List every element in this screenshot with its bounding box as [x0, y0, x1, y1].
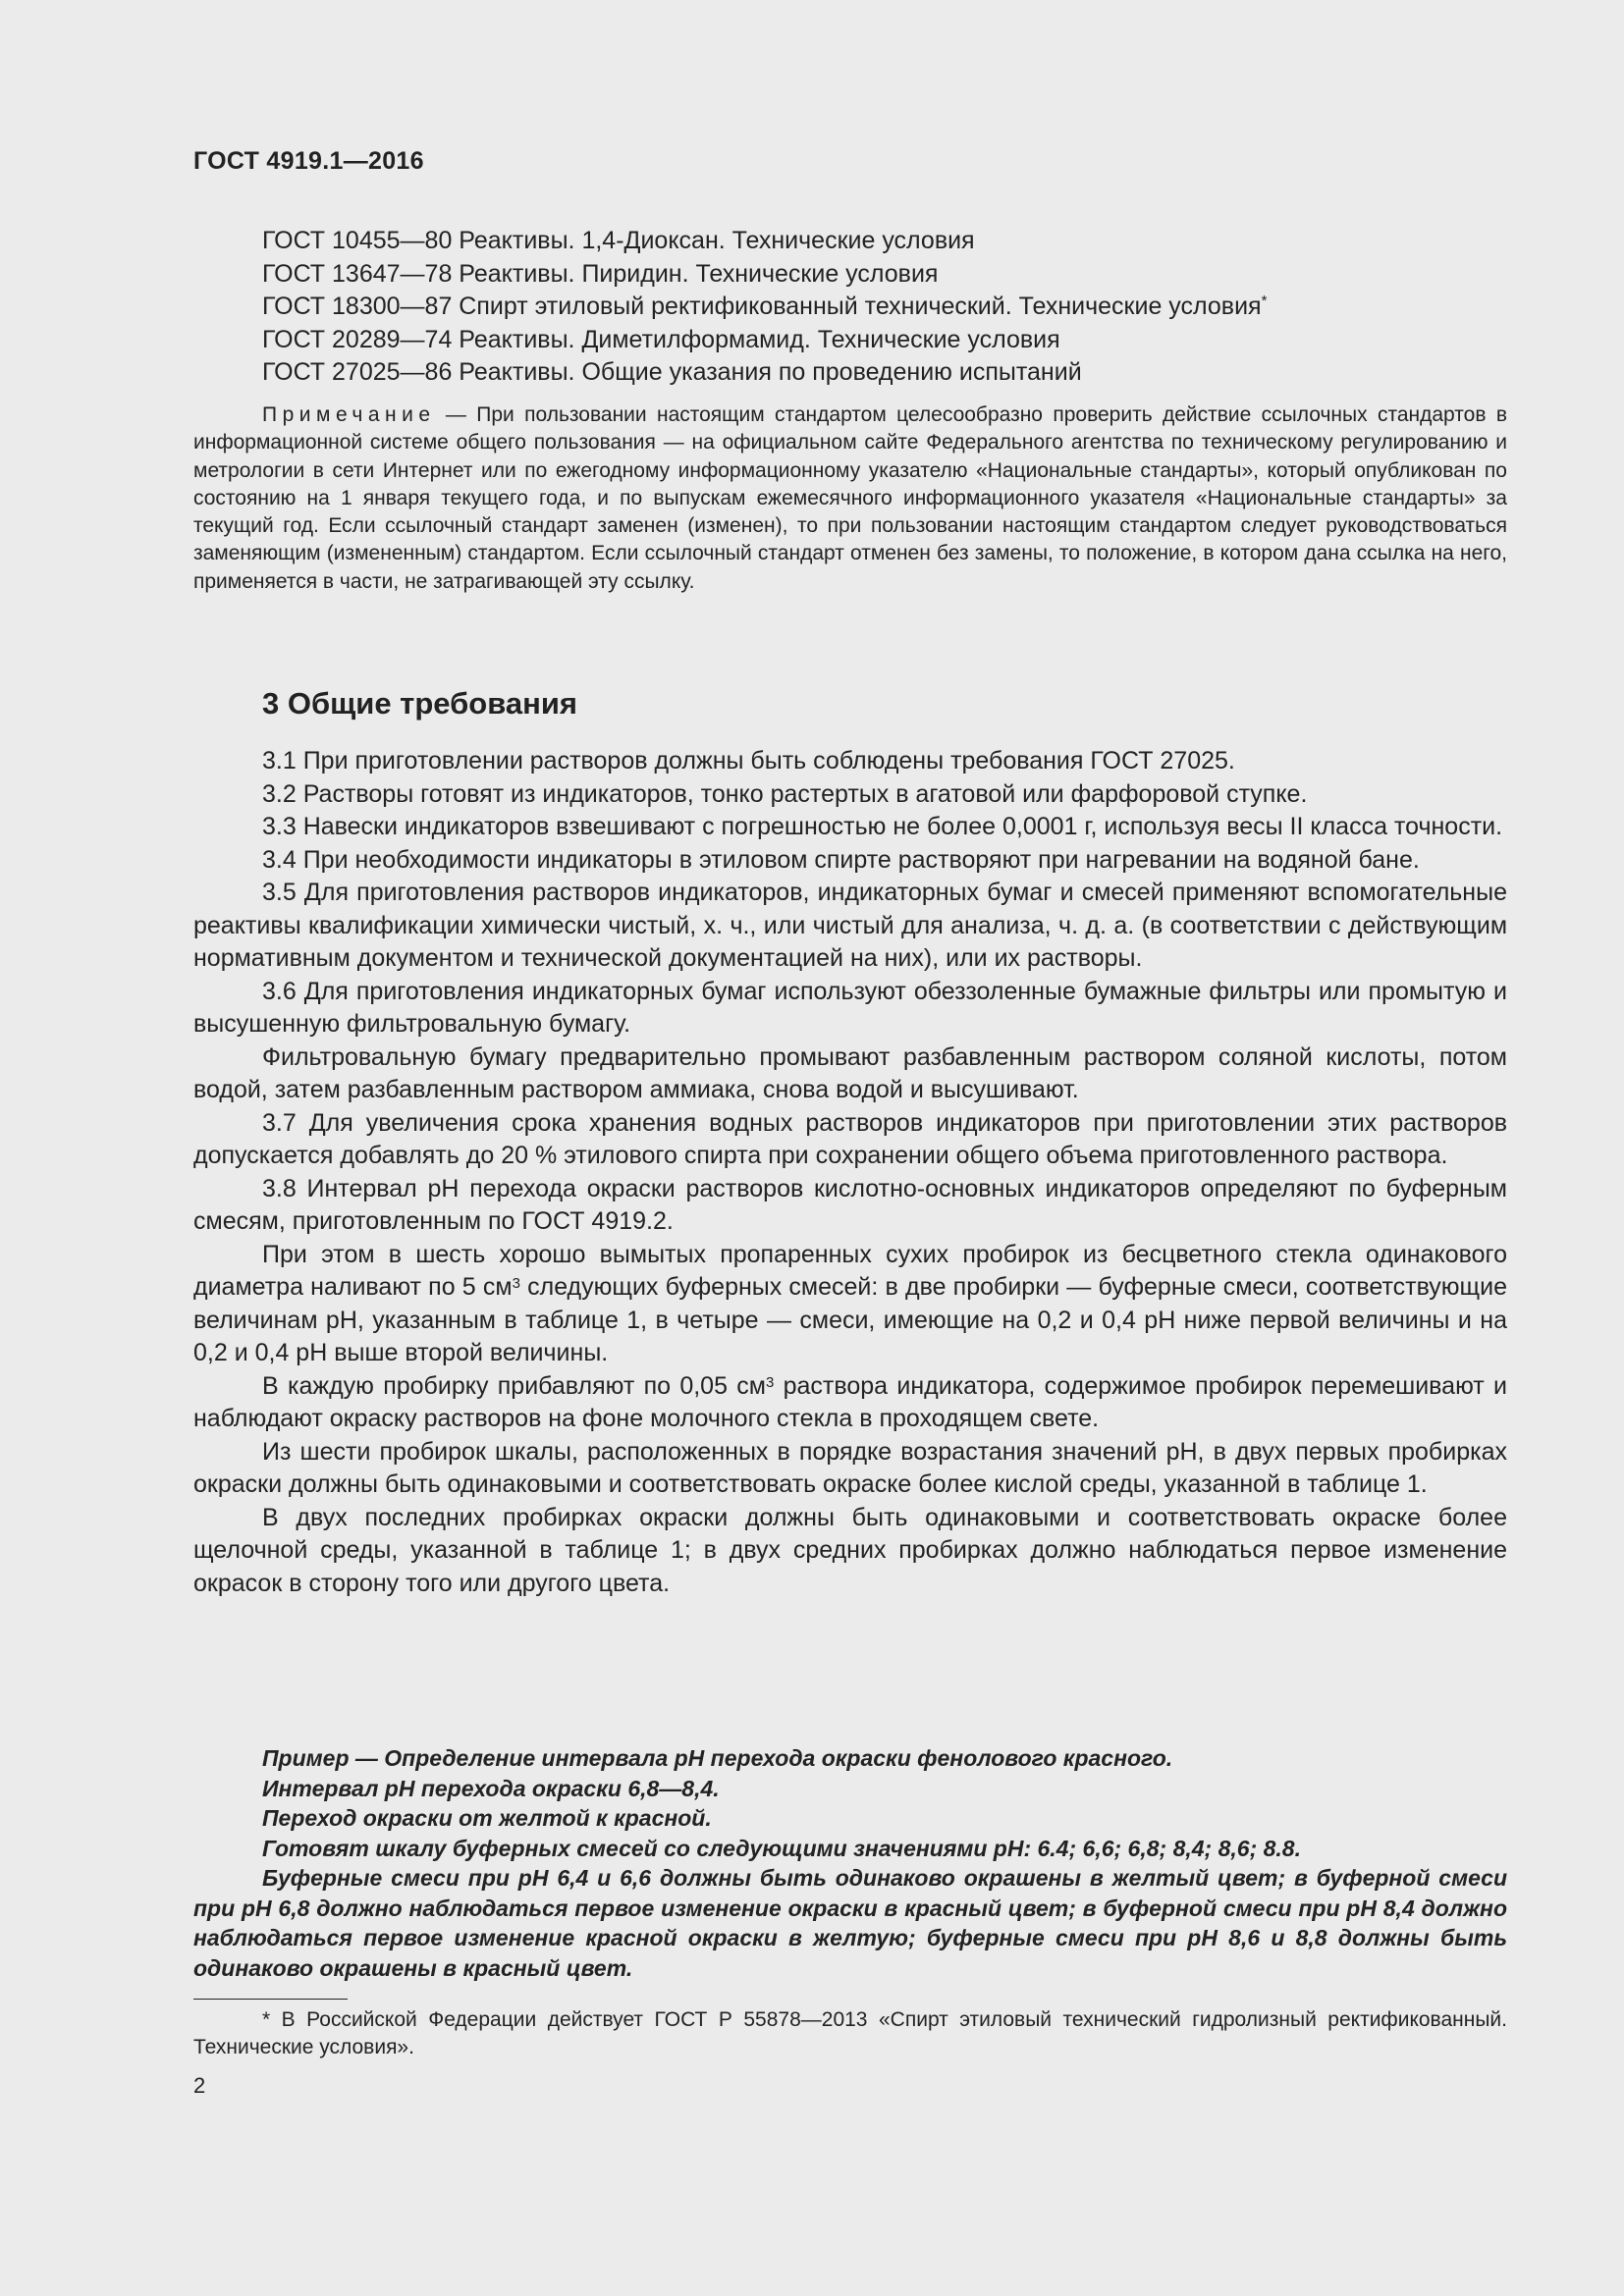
- superscript: 3: [765, 1373, 775, 1391]
- example-line: Готовят шкалу буферных смесей со следующими значениями pH: 6.4; 6,6; 6,8; 8,4; 8,6; 8.8.: [262, 1835, 1301, 1861]
- reference-item: ГОСТ 27025—86 Реактивы. Общие указания по проведению испытаний: [262, 358, 1082, 386]
- paragraph: 3.7 Для увеличения срока хранения водных растворов индикаторов при приготовлении этих растворов допускается добавлять до 20 % этилового спирта при сохранении общего объема приготовленного раствора.: [193, 1108, 1507, 1169]
- reference-item: ГОСТ 10455—80 Реактивы. 1,4-Диоксан. Технические условия: [262, 227, 975, 254]
- paragraph: В каждую пробирку прибавляют по 0,05 $см^3$ раствора индикатора, содержимое пробирок перемешивают и наблюдают окраску растворов на фоне молочного стекла в проходящем свете.: [193, 1371, 1507, 1432]
- footnote: [193, 2006, 1507, 2062]
- note-label: Примечание: [262, 403, 436, 426]
- section-body: [193, 745, 1507, 1600]
- paragraph: 3.1 При приготовлении растворов должны быть соблюдены требования ГОСТ 27025.: [262, 747, 1235, 774]
- example-line: Пример — Определение интервала pH перехода окраски фенолового красного.: [262, 1745, 1173, 1771]
- document-header: ГОСТ 4919.1—2016: [193, 147, 424, 175]
- paragraph: При этом в шесть хорошо вымытых пропаренных сухих пробирок из бесцветного стекла одинакового диаметра наливают по 5 $см^3$ следующих буферных смесей: в две пробирки — буферные смеси, соответствующие величинам pH, указанным в таблице 1, в четыре — смеси, имеющие на 0,2 и 0,4 pH ниже первой величины и на 0,2 и 0,4 pH выше второй величины.: [193, 1240, 1507, 1366]
- paragraph: В двух последних пробирках окраски должны быть одинаковыми и соответствовать окраске более щелочной среды, указанной в таблице 1; в двух средних пробирках должно наблюдаться первое изменение окрасок в сторону того или другого цвета.: [193, 1503, 1507, 1597]
- superscript: 3: [512, 1275, 520, 1292]
- example-line: Интервал pH перехода окраски 6,8—8,4.: [262, 1775, 720, 1801]
- normative-references-list: [262, 225, 1267, 390]
- note-text: — При пользовании настоящим стандартом целесообразно проверить действие ссылочных стандартов в информационной системе общего пользования — на официальном сайте Федерального агентства по техническому регулированию и метрологии в сети Интернет или по ежегодному информационному указателю «Национальные стандарты», который опубликован по состоянию на 1 января текущего года, и по выпускам ежемесячного информационного указателя «Национальные стандарты» за текущий год. Если ссылочный стандарт заменен (изменен), то при пользовании настоящим стандартом следует руководствоваться заменяющим (измененным) стандартом. Если ссылочный стандарт отменен без замены, то положение, в котором дана ссылка на него, применяется в части, не затрагивающей эту ссылку.: [193, 403, 1507, 593]
- paragraph: 3.6 Для приготовления индикаторных бумаг используют обеззоленные бумажные фильтры или промытую и высушенную фильтровальную бумагу.: [193, 977, 1507, 1038]
- paragraph: 3.5 Для приготовления растворов индикаторов, индикаторных бумаг и смесей применяют вспомогательные реактивы квалификации химически чистый, х. ч., или чистый для анализа, ч. д. а. (в соответствии с действующим нормативным документом и технической документацией на них), или их растворы.: [193, 879, 1507, 972]
- paragraph: 3.4 При необходимости индикаторы в этиловом спирте растворяют при нагревании на водяной бане.: [262, 845, 1420, 874]
- reference-item: ГОСТ 18300—87 Спирт этиловый ректификованный технический. Технические условия*: [262, 293, 1268, 320]
- paragraph: Из шести пробирок шкалы, расположенных в порядке возрастания значений pH, в двух первых пробирках окраски должны быть одинаковыми и соответствовать окраске более кислой среды, указанной в таблице 1.: [193, 1437, 1507, 1498]
- reference-item: ГОСТ 13647—78 Реактивы. Пиридин. Технические условия: [262, 259, 939, 288]
- paragraph: Фильтровальную бумагу предварительно промывают разбавленным раствором соляной кислоты, потом водой, затем разбавленным раствором аммиака, снова водой и высушивают.: [193, 1042, 1507, 1103]
- example-block: [193, 1743, 1507, 1983]
- paragraph: 3.8 Интервал pH перехода окраски растворов кислотно-основных индикаторов определяют по буферным смесям, приготовленным по ГОСТ 4919.2.: [193, 1174, 1507, 1235]
- page-number: 2: [193, 2073, 206, 2098]
- paragraph: 3.3 Навески индикаторов взвешивают с погрешностью не более 0,0001 г, используя весы II класса точности.: [262, 813, 1503, 840]
- reference-item: ГОСТ 20289—74 Реактивы. Диметилформамид. Технические условия: [262, 325, 1060, 353]
- example-line: Буферные смеси при pH 6,4 и 6,6 должны быть одинаково окрашены в желтый цвет; в буферной смеси при pH 6,8 должно наблюдаться первое изменение окраски в красный цвет; в буферной смеси при pH 8,4 должно наблюдаться первое изменение красной окраски в желтую; буферные смеси при pH 8,6 и 8,8 должны быть одинаково окрашены в красный цвет.: [193, 1865, 1507, 1981]
- paragraph: 3.2 Растворы готовят из индикаторов, тонко растертых в агатовой или фарфоровой ступке.: [262, 779, 1308, 808]
- example-line: Переход окраски от желтой к красной.: [262, 1805, 712, 1831]
- footnote-divider: [193, 1999, 348, 2000]
- note-block: [193, 401, 1507, 596]
- section-title: 3 Общие требования: [262, 686, 577, 721]
- footnote-text: * В Российской Федерации действует ГОСТ Р 55878—2013 «Спирт этиловый технический гидролизный ректификованный. Технические условия».: [193, 2008, 1507, 2059]
- footnote-mark: *: [1261, 293, 1268, 309]
